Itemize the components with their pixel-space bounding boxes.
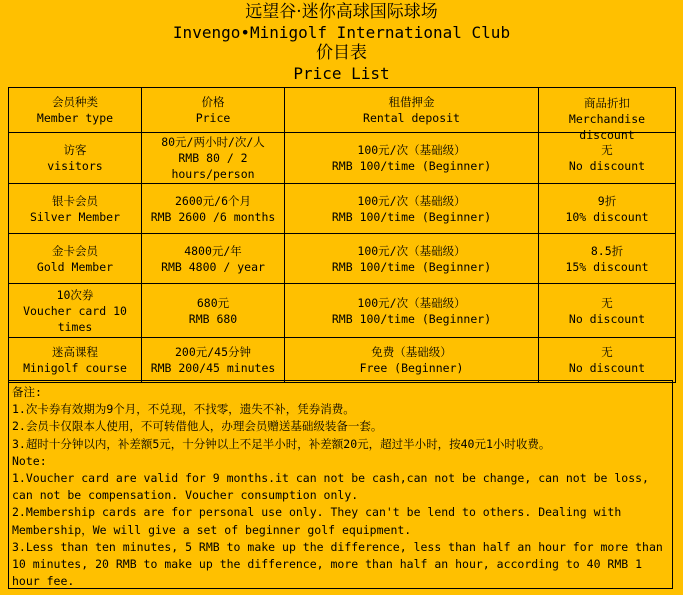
deposit-cell	[285, 133, 539, 184]
price-cell	[142, 338, 285, 383]
header-member-type-en: Member type	[36, 111, 114, 125]
note-cn-item: 2.会员卡仅限本人使用，不可转借他人，办理会员赠送基础级装备一套。	[12, 419, 383, 434]
discount-en: No discount	[568, 361, 646, 375]
table-row	[9, 133, 676, 184]
discount-en: No discount	[568, 311, 646, 326]
header-rental-deposit	[285, 88, 539, 133]
member-type-cell	[9, 284, 142, 338]
discount-en: 15% discount	[565, 259, 649, 274]
title-block	[0, 0, 683, 84]
member-type-en: Voucher card 10 times	[23, 303, 127, 334]
discount-cn: 8.5折	[590, 243, 624, 258]
price-cn: 4800元/年	[184, 243, 242, 258]
member-type-cell	[9, 234, 142, 284]
notes-box	[8, 380, 673, 589]
member-type-cn: 访客	[63, 143, 87, 157]
price-en: RMB 80 / 2 hours/person	[171, 151, 255, 181]
price-en: RMB 2600 /6 months	[150, 209, 276, 224]
discount-cn: 无	[601, 143, 613, 157]
deposit-cell	[285, 338, 539, 383]
table-header-row	[9, 88, 676, 133]
deposit-en: RMB 100/time (Beginner)	[331, 159, 492, 173]
member-type-cell	[9, 133, 142, 184]
discount-cell	[539, 338, 676, 383]
header-member-type-cn: 会员种类	[52, 95, 98, 109]
price-table	[8, 87, 676, 383]
deposit-cn: 100元/次（基础级）	[357, 295, 466, 310]
price-cn: 680元	[196, 295, 230, 310]
discount-cn: 9折	[597, 193, 617, 208]
note-en-item: 2.Membership cards are for personal use only. They can't be lend to others. Dealing with Membership，We will give a set of beginner golf equipment.	[12, 505, 622, 537]
discount-cell	[539, 184, 676, 234]
price-cn: 80元/两小时/次/人	[161, 135, 265, 149]
discount-en: No discount	[568, 159, 646, 173]
header-price	[142, 88, 285, 133]
header-member-type	[9, 88, 142, 133]
deposit-en: RMB 100/time (Beginner)	[331, 259, 492, 274]
note-en-item: 1.Voucher card are valid for 9 months.it can not be cash,can not be change, can not be loss, can not be compensation. Voucher consumption only.	[12, 471, 649, 503]
member-type-cn: 银卡会员	[52, 193, 98, 208]
note-cn-item: 1.次卡券有效期为9个月，不兑现，不找零，遗失不补，凭券消费。	[12, 402, 355, 417]
club-name-en: Invengo•Minigolf International Club	[172, 23, 511, 42]
header-discount-en: Merchandise discount	[568, 112, 646, 142]
member-type-cell	[9, 338, 142, 383]
price-cell	[142, 133, 285, 184]
price-list-title-cn: 价目表	[316, 43, 367, 63]
member-type-en: Silver Member	[29, 209, 120, 224]
discount-cn: 无	[601, 295, 613, 310]
member-type-cn: 迷高课程	[52, 345, 98, 359]
discount-cell	[539, 234, 676, 284]
table-row	[9, 184, 676, 234]
club-name-cn: 远望谷·迷你高球国际球场	[245, 2, 438, 22]
deposit-en: Free (Beginner)	[359, 361, 464, 375]
member-type-cell	[9, 184, 142, 234]
price-en: RMB 4800 / year	[161, 259, 265, 274]
price-cn: 200元/45分钟	[174, 345, 252, 359]
header-deposit-en: Rental deposit	[363, 111, 460, 125]
table-row	[9, 284, 676, 338]
price-list-title-en: Price List	[293, 64, 390, 83]
price-cn: 2600元/6个月	[174, 193, 252, 208]
notes-cn-label: 备注:	[12, 385, 42, 399]
member-type-en: Minigolf course	[23, 361, 127, 375]
discount-cell	[539, 284, 676, 338]
discount-en: 10% discount	[565, 209, 649, 224]
member-type-cn: 10次券	[56, 287, 94, 302]
price-cell	[142, 284, 285, 338]
deposit-en: RMB 100/time (Beginner)	[331, 311, 492, 326]
deposit-cn: 100元/次（基础级）	[357, 143, 466, 157]
deposit-cell	[285, 284, 539, 338]
price-en: RMB 200/45 minutes	[150, 361, 276, 375]
header-price-cn: 价格	[201, 95, 225, 109]
price-cell	[142, 184, 285, 234]
table-row	[9, 234, 676, 284]
table-row	[9, 338, 676, 383]
member-type-en: visitors	[47, 159, 103, 173]
deposit-cn: 100元/次（基础级）	[357, 243, 466, 258]
price-en: RMB 680	[188, 311, 238, 326]
header-price-en: Price	[195, 111, 231, 125]
note-en-item: 3.Less than ten minutes, 5 RMB to make up the difference, less than half an hour for more than 10 minutes, 20 RMB to make up the difference, more than half an hour, according to 40 RMB 1 hour fee.	[12, 539, 663, 589]
member-type-cn: 金卡会员	[52, 243, 98, 258]
header-deposit-cn: 租借押金	[388, 95, 435, 109]
deposit-cn: 免费（基础级）	[371, 345, 452, 359]
deposit-cn: 100元/次（基础级）	[357, 193, 466, 208]
note-cn-item: 3.超时十分钟以内，补差额5元，十分钟以上不足半小时，补差额20元，超过半小时，按40元1小时收费。	[12, 436, 551, 451]
price-cell	[142, 234, 285, 284]
notes-en-label: Note:	[12, 453, 47, 468]
member-type-en: Gold Member	[36, 259, 114, 274]
deposit-cell	[285, 184, 539, 234]
header-discount-cn: 商品折扣	[584, 96, 630, 110]
deposit-cell	[285, 234, 539, 284]
header-merchandise-discount	[539, 88, 676, 142]
deposit-en: RMB 100/time (Beginner)	[331, 209, 492, 224]
discount-cn: 无	[601, 345, 613, 359]
